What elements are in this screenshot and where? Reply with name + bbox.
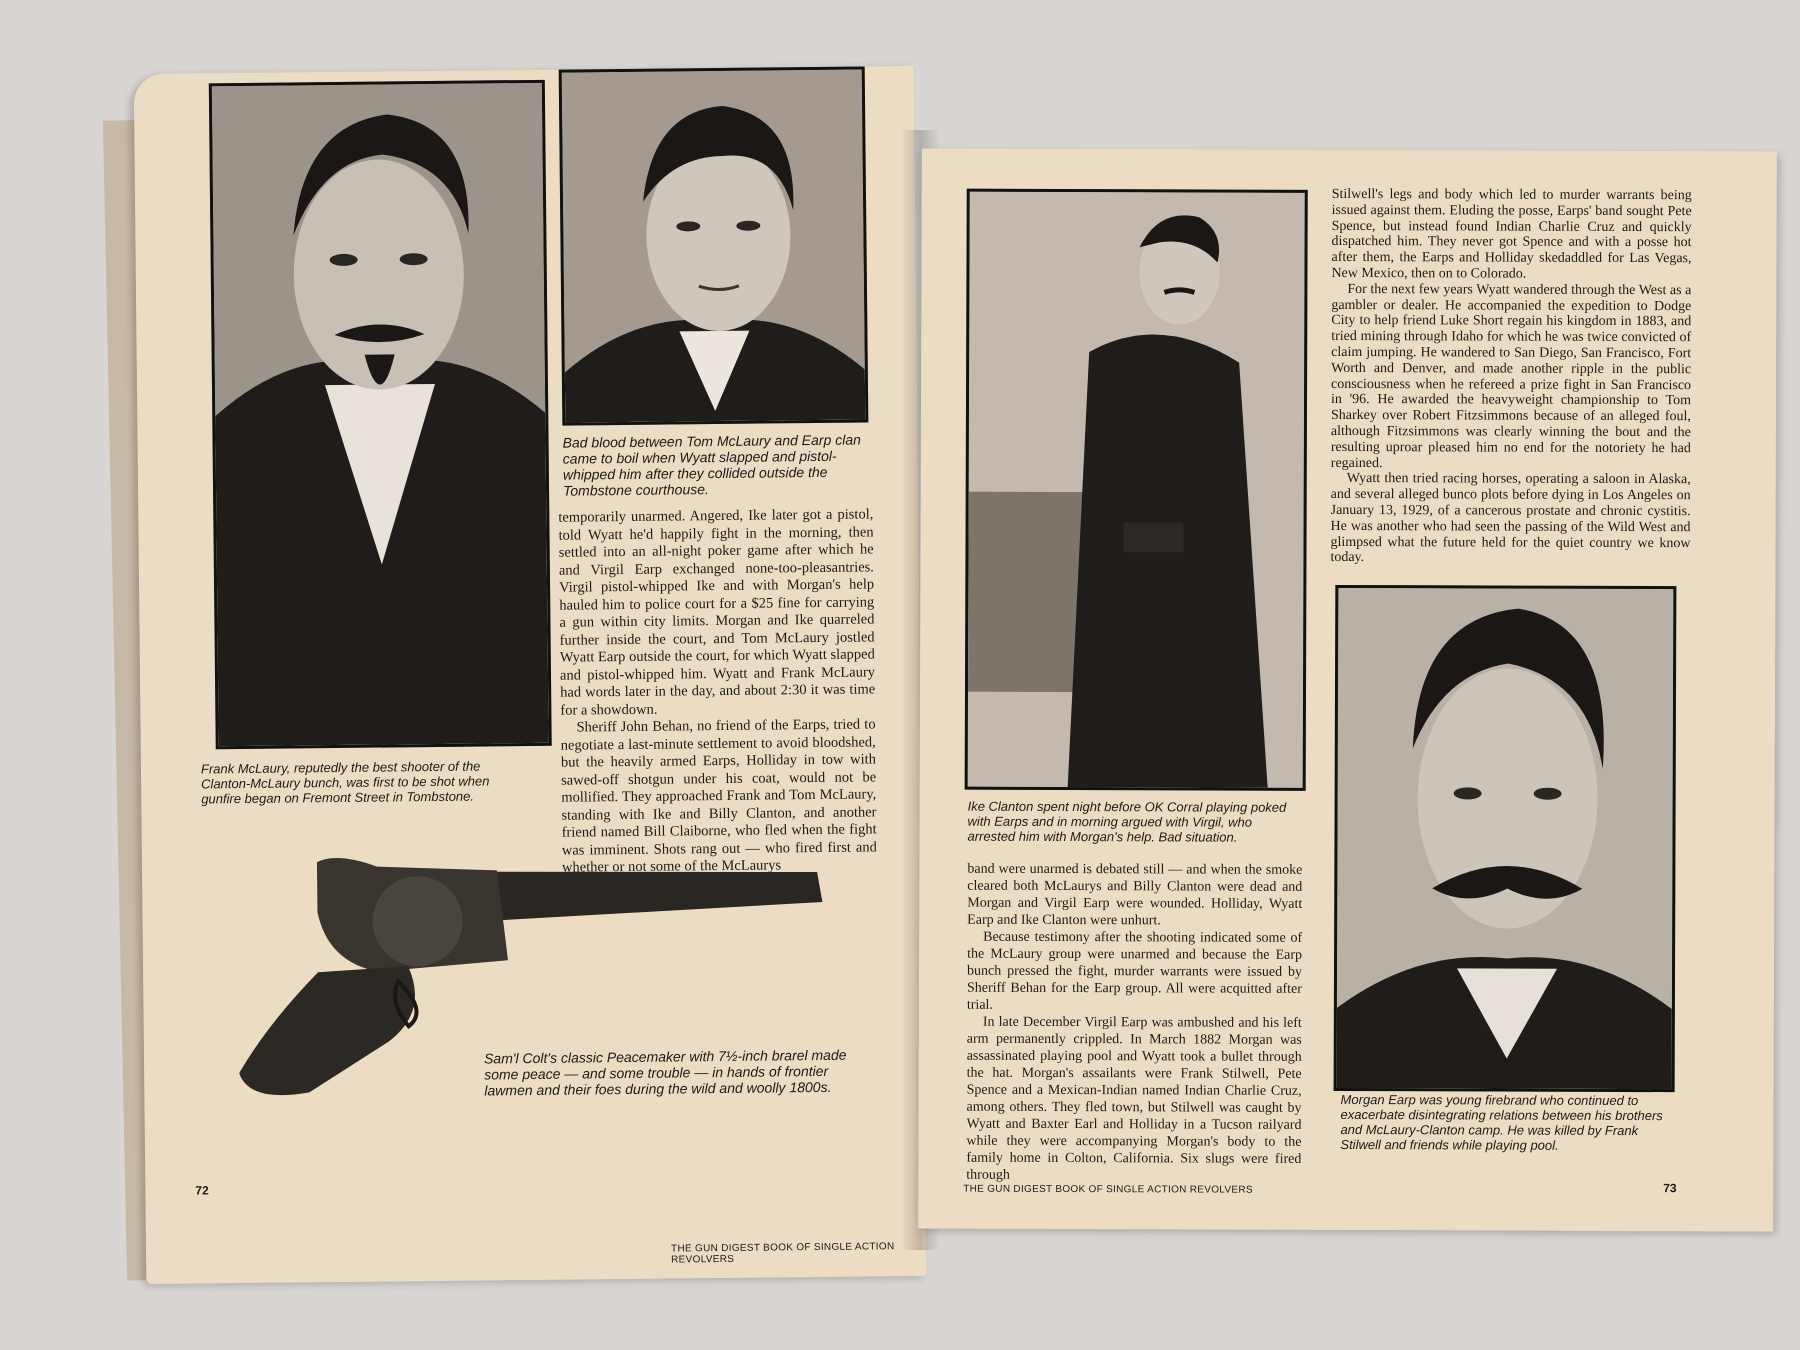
footer-left: THE GUN DIGEST BOOK OF SINGLE ACTION REVOLVERS [670,1241,895,1266]
portrait-frank-icon [212,83,549,746]
photo-tom-mclaury [559,66,869,425]
caption-frank: Frank McLaury, reputedly the best shooter of the Clanton-McLaury bunch, was first to be shot when gunfire began on Fremont Street in Tombstone. [200,758,490,807]
right-body-text-left [966,861,1302,1185]
right-left-paragraph-3: In late December Virgil Earp was ambushed and his left arm permanently crippled. In March 1882 Morgan was assassinated playing pool and Wyatt took a bullet through the hat. Morgan's assailants were Frank Stilwell, Pete Spence and a Mexican-Indian named Indian Charlie Cruz, among others. They fled town, but Stilwell was caught by Wyatt and Baxter Earl and Holliday in a Tucson railyard while they were accompanying Morgan's body to the family home in Colton, California. Six slugs were fired through [966,1014,1302,1183]
left-body-paragraph-2: Sheriff John Behan, no friend of the Earps, tried to negotiate a last-minute settlement to avoid bloodshed, but the heavily armed Earps, Holliday in tow with sawed-off shotgun under his coat, would not be mollified. They approached Frank and Tom McLaury, standing with Ike and Billy Clanton, and another friend named Bill Claiborne, who fled when the fight was imminent. Shots rang out — who fired first and whether or not some of the McLaurys [560,716,877,876]
photo-morgan-earp [1334,585,1677,1092]
right-left-paragraph-1: band were unarmed is debated still — and when the smoke cleared both McLaurys and Billy Clanton were dead and Morgan and Virgil Earp were wounded. Holliday, Wyatt Earp and Ike Clanton were unhurt. [967,861,1303,929]
right-left-paragraph-2: Because testimony after the shooting indicated some of the McLaury group were unarmed and because the Earp bunch pressed the fight, murder warrants were issued by Sheriff Behan for the Earp group. All were acquitted after trial. [966,929,1303,1013]
left-body-text [558,506,877,877]
portrait-tom-icon [562,69,866,422]
left-body-paragraph-1: temporarily unarmed. Angered, Ike later got a pistol, told Wyatt he'd happily fight in the morning, then settled into an all-night poker game after which he and Virgil Earp exchanged none-too-pleasantries. Virgil pistol-whipped Ike and with Morgan's help hauled him to police court for a $25 fine for carrying a gun within city limits. Morgan and Ike quarreled further inside the court, and Tom McLaury jostled Wyatt Earp outside the court, for which Wyatt slapped and pistol-whipped him. Wyatt and Frank McLaury had words later in the day, and about 2:30 it was time for a showdown. [558,506,876,719]
caption-revolver: Sam'l Colt's classic Peacemaker with 7½-inch brarel made some peace — and some trouble — in hands of frontier lawmen and their foes during the wild and woolly 1800s. [483,1046,847,1099]
right-right-paragraph-3: Wyatt then tried racing horses, operating a saloon in Alaska, and several alleged bunco plots before dying in Los Angeles on January 13, 1929, of a cancerous prostate and chronic cystitis. He was another who had seen the passing of the Wild West and glimpsed what the future held for the quiet country we know today. [1330,471,1691,566]
right-right-paragraph-2: For the next few years Wyatt wandered through the West as a gambler or dealer. He accompanied the expedition to Dodge City to help friend Luke Short regain his kingdom in 1883, and tried mining through Idaho for which he was twice convicted of claim jumping. He wandered to San Diego, San Francisco, Fort Worth and Denver, and made another ripple in the public consciousness when he refereed a prize fight in San Francisco in '96. He awarded the heavyweight championship to Tom Sharkey over Robert Fitzsimmons because of an alleged foul, although Fitzsimmons was clearly winning the bout and the resulting uproar pleased him no end for the notoriety he had regained. [1330,281,1692,471]
right-page [918,149,1777,1232]
page-number-right: 73 [1663,1181,1677,1196]
caption-morgan: Morgan Earp was young firebrand who continued to exacerbate disintegrating relations between his brothers and McLaury-Clanton camp. He was killed by Frank Stilwell and friends while playing pool. [1340,1091,1663,1153]
photo-ike-clanton [965,189,1308,791]
left-page [134,66,927,1284]
right-right-paragraph-1: Stilwell's legs and body which led to murder warrants being issued against them. Eluding the posse, Earps' band sought Pete Spence, but instead found Indian Charlie Cruz and quickly dispatched him. They never got Spence and with a posse hot after them, the Earps and Holliday skedaddled for Las Vegas, New Mexico, then on to Colorado. [1331,186,1692,282]
right-body-text-right [1330,187,1691,567]
caption-ike: Ike Clanton spent night before OK Corral playing poked with Earps and in morning argued with Virgil, who arrested him with Morgan's help. Bad situation. [967,798,1287,845]
page-number-left: 72 [195,1183,209,1198]
footer-right: THE GUN DIGEST BOOK OF SINGLE ACTION REVOLVERS [963,1183,1253,1196]
photo-frank-mclaury [209,80,552,749]
portrait-ike-icon [968,192,1305,788]
caption-tom: Bad blood between Tom McLaury and Earp clan came to boil when Wyatt slapped and pistol-whipped him after they collided outside the Tombstone courthouse. [562,431,861,499]
portrait-morgan-icon [1337,588,1674,1089]
